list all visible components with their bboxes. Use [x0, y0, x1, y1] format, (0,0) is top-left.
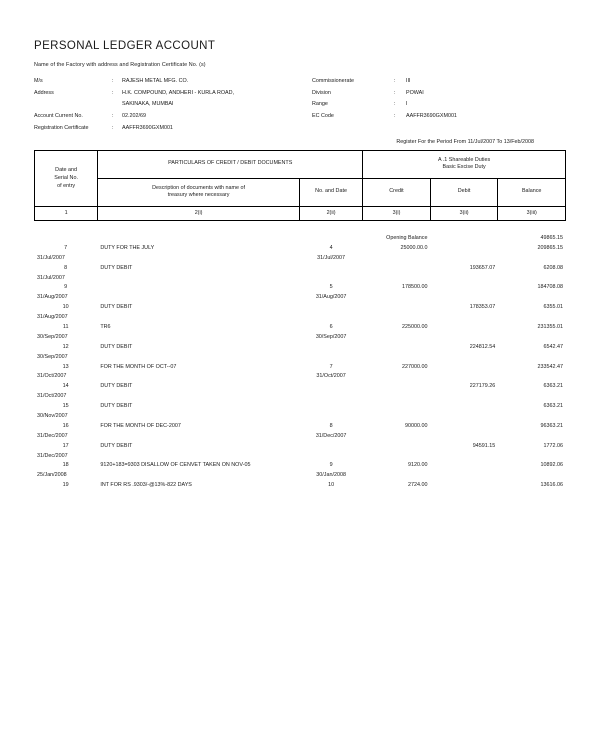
info-colon: :	[394, 101, 396, 108]
info-row	[34, 111, 566, 123]
entry-document-no: 5	[329, 284, 333, 291]
entry-credit	[363, 303, 431, 313]
entry-credit: 90000.00	[405, 422, 428, 429]
opening-balance-row	[34, 234, 566, 244]
info-label-blank	[34, 99, 112, 111]
entry-date: 31/Dec/2007	[37, 452, 68, 459]
info-label-range: Range	[312, 101, 328, 108]
table-row	[34, 422, 566, 432]
entry-document-date	[299, 313, 362, 323]
entry-document-date	[299, 412, 362, 422]
entry-credit: 178500.00	[402, 284, 428, 291]
entry-date: 31/Oct/2007	[37, 373, 67, 380]
entry-credit: 2724.00	[408, 482, 428, 489]
info-label-ms: M/s	[34, 77, 43, 84]
entry-document-date: 31/Jul/2007	[317, 254, 346, 261]
table-row-date	[34, 432, 566, 442]
header-shareable-duties	[363, 150, 566, 178]
entry-description: TR6	[100, 324, 111, 330]
entry-document-date	[299, 352, 362, 362]
info-colon: :	[394, 113, 396, 120]
entry-balance: 6208.08	[543, 264, 563, 271]
entry-credit: 9120.00	[408, 462, 428, 469]
entry-debit	[431, 283, 499, 293]
entry-credit	[363, 441, 431, 451]
info-label-commissionerate: Commissionerate	[312, 77, 354, 84]
entry-balance: 6542.47	[543, 343, 563, 350]
entry-description: INT FOR RS .9303/-@13%-822 DAYS	[100, 482, 192, 489]
info-colon: :	[394, 89, 396, 96]
entry-debit	[431, 402, 499, 412]
ledger-header-row-2	[35, 178, 566, 206]
entry-serial: 15	[62, 403, 69, 410]
info-colon: :	[112, 89, 114, 96]
table-row	[34, 362, 566, 372]
table-row-date	[34, 412, 566, 422]
entry-description	[97, 283, 299, 293]
header-duties-line2: Basic Excise Duty	[442, 164, 486, 171]
entry-credit	[363, 342, 431, 352]
entry-serial: 14	[62, 383, 69, 390]
entry-document-date: 31/Oct/2007	[316, 373, 346, 380]
entry-document-date: 31/Aug/2007	[315, 294, 347, 301]
entry-debit: 178353.07	[469, 304, 496, 311]
entry-description: FOR THE MONTH OF OCT--07	[100, 363, 177, 370]
header-balance: Balance	[498, 178, 566, 206]
info-value-empty	[406, 123, 566, 135]
info-value-commissionerate: III	[406, 77, 411, 84]
page-title: PERSONAL LEDGER ACCOUNT	[34, 40, 216, 52]
entry-document-date: 30/Sep/2007	[315, 333, 347, 340]
header-particulars: PARTICULARS OF CREDIT / DEBIT DOCUMENTS	[98, 150, 363, 178]
entry-description: DUTY DEBIT	[100, 343, 133, 350]
entry-serial: 17	[62, 442, 69, 449]
table-row	[34, 244, 566, 254]
entry-serial: 11	[62, 324, 69, 330]
colnum-balance: 3(iii)	[498, 206, 566, 220]
info-value-range: I	[406, 101, 408, 108]
info-colon: :	[112, 77, 114, 84]
colnum-description: 2(i)	[98, 206, 300, 220]
entry-date: 31/Oct/2007	[37, 393, 67, 400]
entry-balance: 184708.08	[537, 284, 563, 291]
ledger-header-row-1	[35, 150, 566, 178]
colnum-credit: 3(i)	[363, 206, 431, 220]
entry-description: DUTY DEBIT	[100, 442, 133, 449]
entry-debit	[431, 422, 499, 432]
entry-document-date	[299, 392, 362, 402]
entry-document-no	[299, 402, 362, 412]
table-row-date	[34, 273, 566, 283]
entry-document-no: 7	[329, 363, 333, 370]
entry-credit: 225000.00	[402, 324, 428, 330]
info-colon: :	[394, 77, 396, 84]
entry-debit	[431, 362, 499, 372]
entry-date: 30/Sep/2007	[37, 353, 68, 360]
entry-balance: 10892.06	[540, 462, 563, 469]
colnum-no-and-date: 2(ii)	[299, 206, 362, 220]
entry-document-no: 4	[329, 244, 333, 251]
entry-date: 30/Nov/2007	[37, 413, 68, 420]
info-label-address: Address	[34, 89, 54, 96]
entry-serial: 9	[64, 284, 68, 291]
header-description-line2: treasury where necessary	[167, 192, 230, 199]
register-period-label: Register For the Period From 11/Jul/2007 To 13/Feb/2008	[396, 138, 534, 145]
table-row-date	[34, 491, 566, 494]
entry-date: 30/Sep/2007	[37, 333, 68, 340]
entry-balance: 6355.01	[543, 304, 563, 311]
entry-document-date: 31/Dec/2007	[315, 432, 347, 439]
entry-serial: 19	[62, 482, 69, 489]
table-row-date	[34, 392, 566, 402]
entry-balance: 231355.01	[537, 324, 563, 330]
info-row	[34, 99, 566, 111]
ledger-column-number-row	[35, 206, 566, 220]
entry-serial: 12	[62, 343, 69, 350]
ledger-entries-body	[34, 234, 566, 494]
info-label-empty	[312, 123, 394, 135]
entry-debit: 227179.26	[469, 383, 496, 390]
entry-balance: 13616.06	[540, 482, 563, 489]
table-row	[34, 283, 566, 293]
info-label-ec-code: EC Code	[312, 113, 334, 120]
entry-credit: 25000.00.0	[400, 244, 428, 251]
entry-serial: 10	[62, 304, 69, 311]
info-colon: :	[112, 125, 114, 132]
entry-document-no: 6	[329, 324, 333, 330]
entry-debit: 224812.54	[469, 343, 496, 350]
header-date-line1: Date and	[55, 167, 78, 174]
entry-description: DUTY DEBIT	[100, 264, 133, 271]
entry-credit	[363, 263, 431, 273]
entry-description: FOR THE MONTH OF DEC-2007	[100, 422, 181, 429]
entry-balance: 1772.06	[543, 442, 563, 449]
table-row-date	[34, 372, 566, 382]
header-duties-line1: A .1 Shareable Duties	[438, 156, 491, 163]
entry-document-no: 9	[329, 462, 333, 469]
entry-serial: 16	[62, 422, 69, 429]
colnum-debit: 3(ii)	[430, 206, 498, 220]
table-row-date	[34, 313, 566, 323]
entry-debit	[431, 461, 499, 471]
entry-credit: 227000.00	[402, 363, 428, 370]
table-row-date	[34, 293, 566, 303]
entry-document-no	[299, 303, 362, 313]
factory-name-label: Name of the Factory with address and Registration Certificate No. (s)	[34, 62, 206, 68]
header-date-serial	[35, 150, 98, 206]
header-description-line1: Description of documents with name of	[152, 184, 246, 191]
entry-document-date	[299, 491, 362, 494]
colnum-date: 1	[35, 206, 98, 220]
entry-document-no: 8	[329, 422, 333, 429]
table-row	[34, 441, 566, 451]
table-row	[34, 402, 566, 412]
entry-document-no: 10	[328, 482, 335, 489]
entry-date: 31/Jul/2007	[37, 254, 65, 261]
ledger-entries-table	[34, 234, 566, 494]
entry-document-no	[299, 342, 362, 352]
entry-description: DUTY DEBIT	[100, 403, 133, 410]
entry-date: 25/Jan/2008	[37, 472, 67, 479]
info-value-ec-code: AAFFR3690GXM001	[406, 113, 457, 120]
entry-document-date	[299, 273, 362, 283]
entry-serial: 18	[62, 462, 69, 469]
table-row-date	[34, 471, 566, 481]
header-description	[98, 178, 300, 206]
table-row	[34, 461, 566, 471]
info-label-account-current-no: Account Current No.	[34, 113, 83, 120]
info-value-account-current-no: 02.202/69	[122, 113, 146, 120]
entry-document-no	[299, 263, 362, 273]
entry-document-no	[299, 382, 362, 392]
table-row	[34, 263, 566, 273]
header-date-line3: of entry	[57, 183, 76, 190]
entry-debit: 94591.15	[472, 442, 496, 449]
entry-date: 31/Jul/2007	[37, 274, 65, 281]
entry-balance: 6363.21	[543, 403, 563, 410]
table-row-date	[34, 253, 566, 263]
opening-balance-value: 49865.15	[540, 234, 563, 241]
entry-credit	[363, 382, 431, 392]
entry-description: 9120+183=9303 DISALLOW OF CENVET TAKEN ON NOV-05	[100, 462, 251, 469]
table-row	[34, 481, 566, 491]
info-colon	[112, 99, 122, 111]
header-info-table	[34, 75, 566, 135]
entry-date: 31/Dec/2007	[37, 432, 68, 439]
entry-balance: 233542.47	[537, 363, 563, 370]
entry-debit	[431, 323, 499, 333]
header-credit: Credit	[363, 178, 431, 206]
entry-serial: 8	[64, 264, 68, 271]
entry-balance: 6363.21	[543, 383, 563, 390]
header-debit: Debit	[430, 178, 498, 206]
entry-credit	[363, 402, 431, 412]
entry-document-date: 30/Jan/2008	[316, 472, 346, 479]
info-label-registration-certificate: Registration Certificate	[34, 125, 89, 132]
table-row	[34, 303, 566, 313]
info-row	[34, 87, 566, 99]
table-row	[34, 342, 566, 352]
entry-balance: 209865.15	[537, 244, 563, 251]
table-row-date	[34, 333, 566, 343]
info-value-address-line2: SAKINAKA, MUMBAI	[122, 101, 174, 108]
entry-debit	[431, 481, 499, 491]
entry-description: DUTY DEBIT	[100, 304, 133, 311]
entry-description: DUTY DEBIT	[100, 383, 133, 390]
entry-date	[34, 491, 97, 494]
table-row	[34, 323, 566, 333]
info-value-ms: RAJESH METAL MFG. CO.	[122, 77, 189, 84]
entry-debit	[431, 244, 499, 254]
table-row-date	[34, 352, 566, 362]
ledger-header-table	[34, 150, 566, 221]
info-colon: :	[112, 113, 114, 120]
opening-balance-label: Opening Balance	[386, 234, 428, 241]
entry-date: 31/Aug/2007	[37, 314, 68, 321]
entry-document-date	[299, 451, 362, 461]
entry-date: 31/Aug/2007	[37, 294, 68, 301]
header-date-line2: Serial No.	[54, 175, 78, 182]
entry-document-no	[299, 441, 362, 451]
info-row	[34, 75, 566, 87]
header-no-and-date: No. and Date	[299, 178, 362, 206]
info-row	[34, 123, 566, 135]
info-value-division: POWAI	[406, 89, 424, 96]
table-row-date	[34, 451, 566, 461]
entry-balance: 96363.21	[540, 422, 563, 429]
info-value-address-line1: H.K. COMPOUND, ANDHERI - KURLA ROAD,	[122, 89, 235, 96]
info-value-registration-certificate: AAFFR3690GXM001	[122, 125, 173, 132]
entry-serial: 7	[64, 244, 68, 251]
table-row	[34, 382, 566, 392]
entry-description: DUTY FOR THE JULY	[100, 244, 155, 251]
info-label-division: Division	[312, 89, 331, 96]
entry-debit: 193657.07	[469, 264, 496, 271]
entry-serial: 13	[62, 363, 69, 370]
info-colon-empty	[394, 123, 406, 135]
